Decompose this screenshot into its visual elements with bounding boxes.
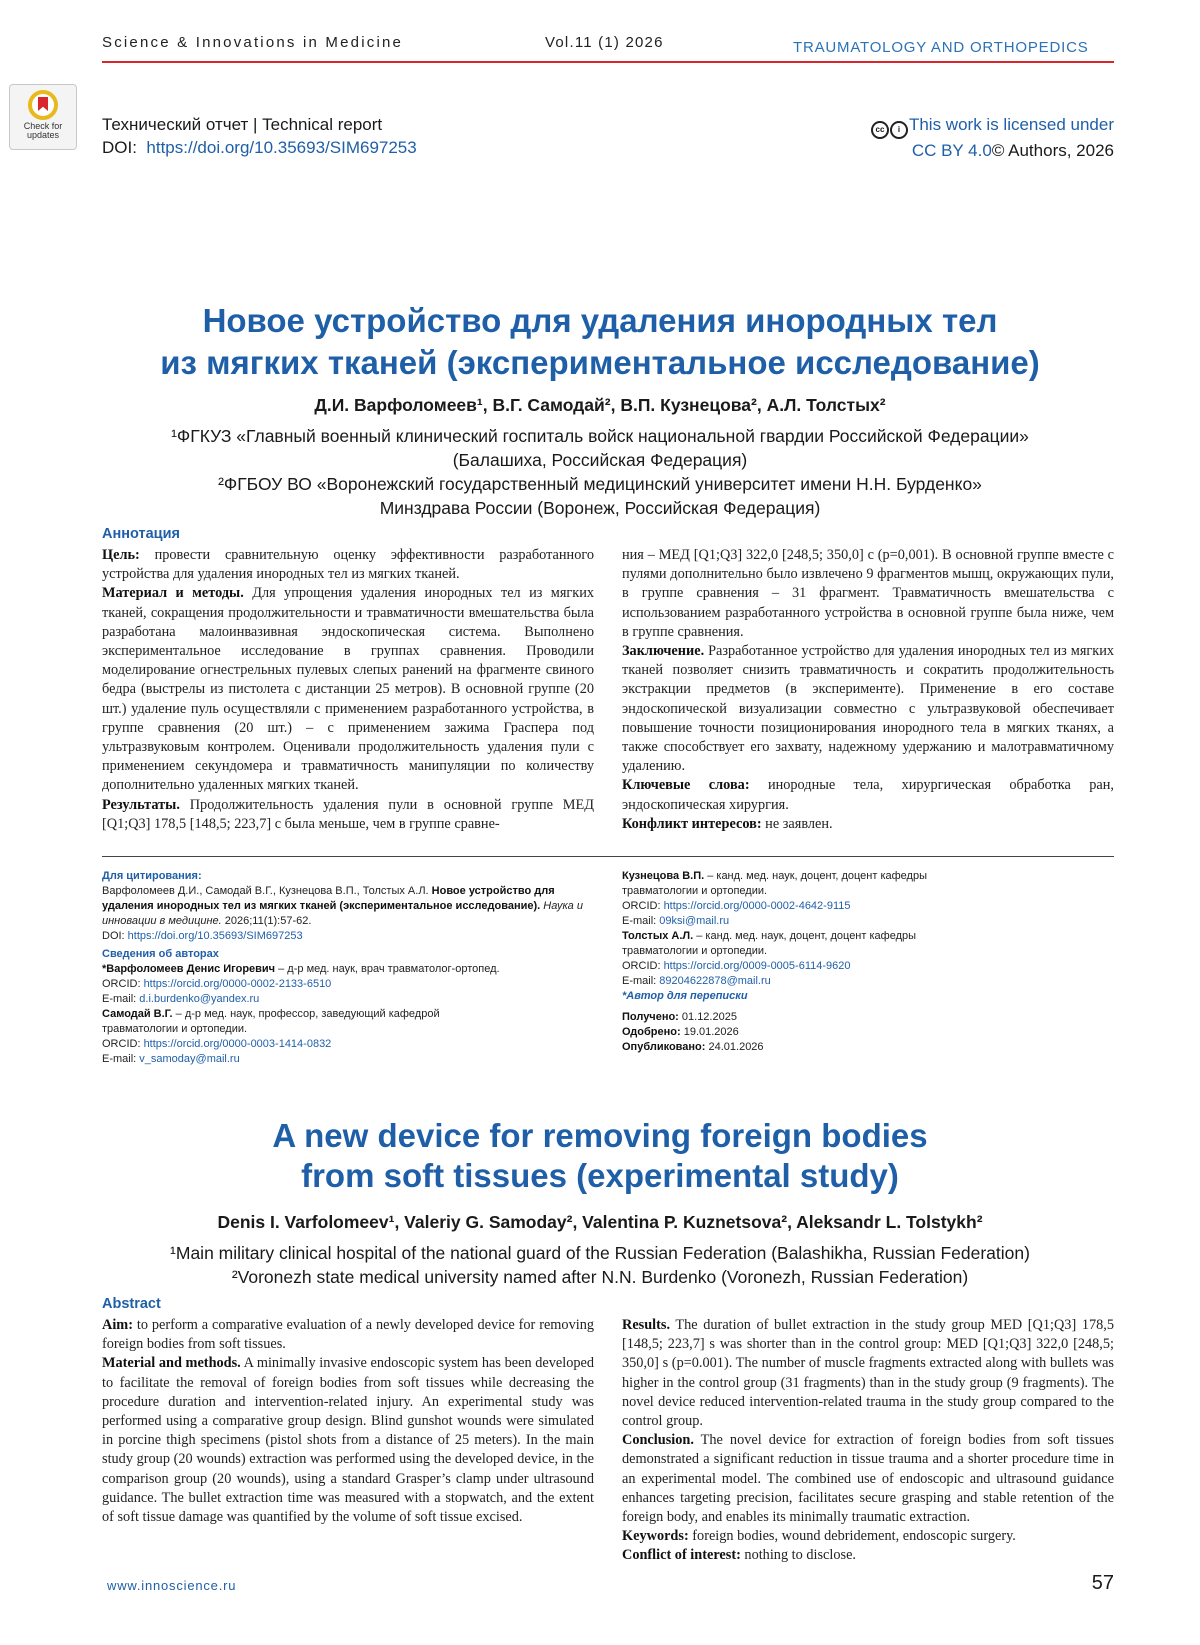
received-date: Получено: 01.12.2025 <box>622 1011 737 1023</box>
author-4: Толстых А.Л. – канд. мед. наук, доцент, доцент кафедры травматологии и ортопедии. <box>622 930 917 957</box>
author-1-email[interactable]: d.i.burdenko@yandex.ru <box>139 993 260 1005</box>
report-type: Технический отчет | Technical report <box>102 115 383 134</box>
authors-info-heading: Сведения об авторах <box>102 948 219 960</box>
journal-name: Science & Innovations in Medicine <box>102 34 404 51</box>
author-1-orcid[interactable]: https://orcid.org/0000-0002-2133-6510 <box>143 978 332 990</box>
abstract-en-col1: Aim: to perform a comparative evaluation of a newly developed device for removing foreign bodies from soft tissues. Material and methods. A minimally invasive endoscopic system has been developed to facilitate the removal of foreign bodies from soft tissues while decreasing the procedure duration and intervention-related injury. An experimental study was performed using a comparative group design. Blind gunshot wounds were simulated in porcine thigh specimens (pistol shots from a distance of 25 meters). In the main study group (20 wounds) extraction was performed using the developed device, in the comparison group (20 wounds), using a standard Grasper’s clamp under ultrasound guidance. The bullet extraction time was measured with a stopwatch, and the extent of soft tissue damage was quantified by the volume of soft tissue excised. <box>102 1317 594 1526</box>
author-1: *Варфоломеев Денис Игоревич – д-р мед. наук, врач травматолог-ортопед. <box>102 963 500 975</box>
volume-info: Vol.11 (1) 2026 <box>545 34 664 51</box>
cc-icon: cc <box>871 121 889 139</box>
license-block <box>814 113 1114 163</box>
abstract-heading-en: Abstract <box>102 1296 161 1312</box>
affiliations-ru: ¹ФГКУЗ «Главный военный клинический госпиталь войск национальной гвардии Российской Федерации» (Балашиха, Российская Федерация) ²ФГБОУ ВО «Воронежский государственный медицинский университет имени Н.Н. Бурденко» Минздрава России (Воронеж, Российская Федерация) <box>171 426 1029 518</box>
footer-site-link[interactable]: www.innoscience.ru <box>107 1578 237 1593</box>
header-rule <box>102 61 1114 63</box>
title-ru: Новое устройство для удаления инородных тел из мягких тканей (экспериментальное исследование) <box>160 302 1040 381</box>
author-2: Самодай В.Г. – д-р мед. наук, профессор, заведующий кафедрой травматологии и ортопедии. <box>102 1008 440 1035</box>
abstract-ru-col1: Цель: провести сравнительную оценку эффективности разработанного устройства для удаления инородных тел из мягких тканей. Материал и методы. Для упрощения удаления инородных тел из мягких тканей, сокращения продолжительности и травматичности вмешательства была разработана малоинвазивная эндоскопическая система. Выполнено экспериментальное исследование в группах сравнения. Проводили моделирование огнестрельных пулевых слепых ранений на фрагменте свиного бедра (выстрелы из пистолета с дистанции 25 метров). В основной группе (20 шт.) удаление пуль осуществляли с применением разработанного устройства, в группе сравнения (20 шт.) – с применением зажима Граспера под ультразвуковым контролем. Оценивали продолжительность удаления пули с применением секундомера и травматичность манипуляции по количеству дополнительно удаленных мягких тканей. Результаты. Продолжительность удаления пули в основной группе МЕД [Q1;Q3] 178,5 [148,5; 223,7] с была меньше, чем в группе сравне- <box>102 547 595 832</box>
license-text-link[interactable]: This work is licensed under <box>908 115 1114 134</box>
author-3: Кузнецова В.П. – канд. мед. наук, доцент, доцент кафедры травматологии и ортопедии. <box>622 870 928 897</box>
author-4-orcid[interactable]: https://orcid.org/0009-0005-6114-9620 <box>663 960 851 972</box>
by-icon: i <box>890 121 908 139</box>
check-for-updates-badge[interactable] <box>9 84 77 150</box>
corresponding-note: *Автор для переписки <box>622 990 748 1002</box>
section-name: TRAUMATOLOGY AND ORTHOPEDICS <box>793 39 1089 56</box>
author-2-email[interactable]: v_samoday@mail.ru <box>139 1053 240 1065</box>
author-3-orcid[interactable]: https://orcid.org/0000-0002-4642-9115 <box>663 900 851 912</box>
approved-date: Одобрено: 19.01.2026 <box>622 1026 739 1038</box>
section-divider <box>102 856 1114 857</box>
report-block <box>102 113 417 159</box>
doi-line: DOI: https://doi.org/10.35693/SIM697253 <box>102 138 417 157</box>
license-name-link[interactable]: CC BY 4.0 <box>911 141 992 160</box>
author-4-email[interactable]: 89204622878@mail.ru <box>659 975 771 987</box>
citation-block: Для цитирования: Варфоломеев Д.И., Самодай В.Г., Кузнецова В.П., Толстых А.Л. Новое устройство для удаления инородных тел из мягких тканей (экспериментальное исследование). Наука и инновации в медицине. 2026;11(1):57-62. DOI: https://doi.org/10.35693/SIM697253 Сведения об авторах *Варфоломеев Денис Игоревич – д-р мед. наук, врач травматолог-ортопед. ORCID: https://orcid.org/0000-0002-2133-6510 E-mail: d.i.burdenko@yandex.ru Самодай В.Г. – д-р мед. наук, профессор, заведующий кафедрой травматологии и ортопедии. ORCID: https://orcid.org/0000-0003-1414-0832 E-mail: v_samoday@mail.ru <box>102 869 594 1067</box>
citation-doi-link[interactable]: https://doi.org/10.35693/SIM697253 <box>127 930 303 942</box>
published-date: Опубликовано: 24.01.2026 <box>622 1041 764 1053</box>
authors-ru: Д.И. Варфоломеев¹, В.Г. Самодай², В.П. Кузнецова², А.Л. Толстых² <box>314 395 886 415</box>
authors-info-right: Кузнецова В.П. – канд. мед. наук, доцент, доцент кафедры травматологии и ортопедии. ORCID: https://orcid.org/0000-0002-4642-9115 E-mail: 09ksi@mail.ru Толстых А.Л. – канд. мед. наук, доцент, доцент кафедры травматологии и ортопедии. ORCID: https://orcid.org/0009-0005-6114-9620 E-mail: 89204622878@mail.ru *Автор для переписки Получено: 01.12.2025 Одобрено: 19.01.2026 Опубликовано: 24.01.2026 <box>622 869 962 1055</box>
doi-link[interactable]: https://doi.org/10.35693/SIM697253 <box>146 138 417 157</box>
abstract-ru-col2: ния – МЕД [Q1;Q3] 322,0 [248,5; 350,0] с (p=0,001). В основной группе вместе с пулями дополнительно было извлечено 9 фрагментов мышц, окружающих пули, в группе сравнения – 31 фрагмент. Травматичность вмешательства с использованием разработанного устройства в основной группе была ниже, чем в группе сравнения. Заключение. Разработанное устройство для удаления инородных тел из мягких тканей позволяет снизить травматичность и сократить продолжительность экстракции предметов (в эксперименте). Применение в его составе эндоскопической визуализации совместно с ультразвуковой обеспечивает повышение точности позиционирования инородного тела в мягких тканях, а также способствует его захвату, надежному удержанию и малотравматичному удалению. Ключевые слова: инородные тела, хирургическая обработка ран, эндоскопическая хирургия. Конфликт интересов: не заявлен. <box>622 547 1114 832</box>
title-en: A new device for removing foreign bodies from soft tissues (experimental study) <box>272 1117 928 1194</box>
author-2-orcid[interactable]: https://orcid.org/0000-0003-1414-0832 <box>143 1038 332 1050</box>
copyright: © Authors, 2026 <box>991 141 1114 160</box>
badge-label: Check for updates <box>23 121 63 140</box>
bookmark-icon <box>28 90 58 120</box>
abstract-en-col2: Results. The duration of bullet extraction in the study group MED [Q1;Q3] 178,5 [148,5; 223,7] s was shorter than in the control group: MED [Q1;Q3] 322,0 [248,5; 350,0] s (p=0.001). The number of muscle fragments extracted along with bullets was higher in the control group (31 fragments) than in the study group (9 fragments). The novel device reduced intervention-related trauma in the study group compared to the control group. Conclusion. The novel device for extraction of foreign bodies from soft tissues demonstrated a significant reduction in tissue trauma and a shorter procedure time in an experimental model. The combined use of endoscopic and ultrasound guidance enhances targeting precision, facilitates secure grasping and stable retention of the foreign body, and enables its minimally traumatic extraction. Keywords: foreign bodies, wound debridement, endoscopic surgery. Conflict of interest: nothing to disclose. <box>622 1317 1114 1564</box>
authors-en: Denis I. Varfolomeev¹, Valeriy G. Samoday², Valentina P. Kuznetsova², Aleksandr L. Tolstykh² <box>217 1212 983 1232</box>
page-number: 57 <box>1091 1572 1114 1594</box>
affiliations-en: ¹Main military clinical hospital of the national guard of the Russian Federation (Balashikha, Russian Federation) ²Voronezh state medical university named after N.N. Burdenko (Voronezh, Russian Federation) <box>170 1243 1030 1287</box>
author-3-email[interactable]: 09ksi@mail.ru <box>659 915 730 927</box>
abstract-heading-ru: Аннотация <box>102 526 180 542</box>
